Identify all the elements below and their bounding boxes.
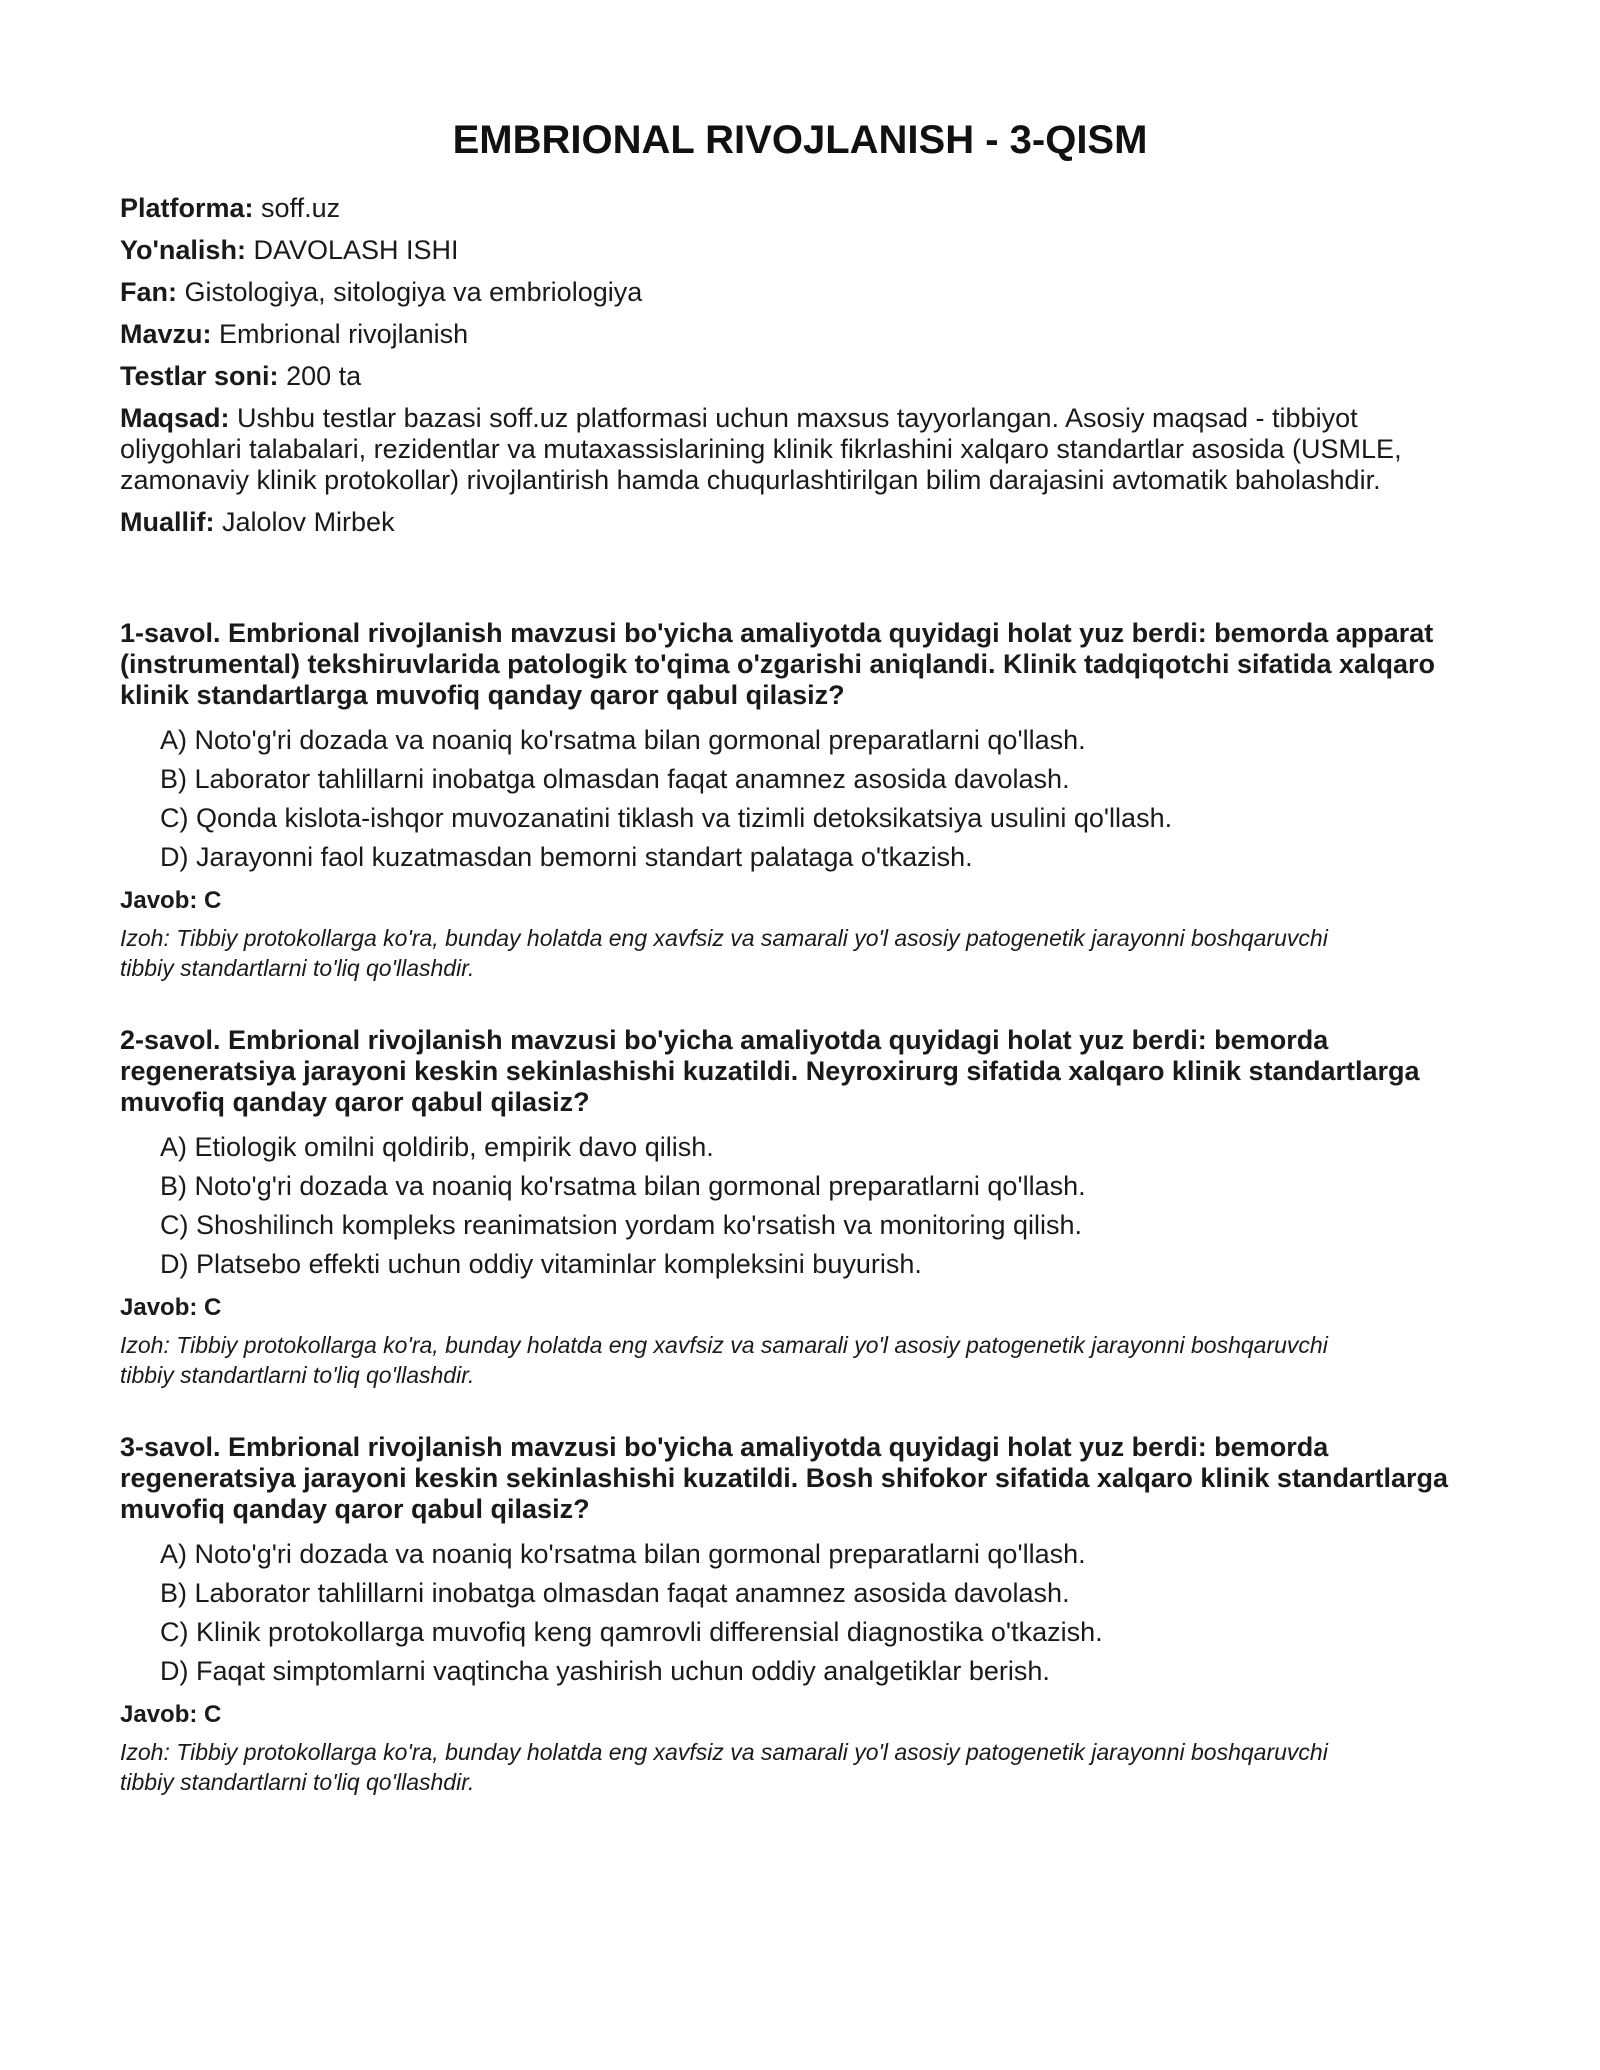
meta-topic: [120, 319, 1480, 350]
question-text: 3-savol. Embrional rivojlanish mavzusi bo'yicha amaliyotda quyidagi holat yuz berdi: bemorda regeneratsiya jarayoni keskin sekinlashishi kuzatildi. Bosh shifokor sifatida xalqaro klinik standartlarga muvofiq qanday qaror qabul qilasiz?: [120, 1432, 1448, 1524]
meta-label: Mavzu:: [120, 319, 212, 349]
option-b: B) Noto'g'ri dozada va noaniq ko'rsatma bilan gormonal preparatlarni qo'llash.: [160, 1171, 1086, 1201]
option-c: C) Shoshilinch kompleks reanimatsion yordam ko'rsatish va monitoring qilish.: [160, 1210, 1083, 1240]
meta-platform: [120, 193, 1480, 224]
meta-value: soff.uz: [261, 193, 341, 223]
meta-label: Yo'nalish:: [120, 235, 246, 265]
meta-value: Jalolov Mirbek: [222, 507, 395, 537]
option-a: A) Etiologik omilni qoldirib, empirik davo qilish.: [160, 1132, 714, 1162]
meta-test-count: [120, 361, 1480, 392]
meta-value: Gistologiya, sitologiya va embriologiya: [184, 277, 643, 307]
meta-direction: [120, 235, 1480, 266]
option-a: A) Noto'g'ri dozada va noaniq ko'rsatma bilan gormonal preparatlarni qo'llash.: [160, 1539, 1086, 1569]
question-3: [120, 1432, 1480, 1797]
answer-label: Javob: C: [120, 887, 222, 914]
meta-label: Fan:: [120, 277, 177, 307]
meta-subject: [120, 277, 1480, 308]
meta-label: Maqsad:: [120, 403, 230, 433]
option-d: D) Faqat simptomlarni vaqtincha yashirish uchun oddiy analgetiklar berish.: [160, 1656, 1050, 1686]
question-1: [120, 618, 1480, 983]
option-a: A) Noto'g'ri dozada va noaniq ko'rsatma bilan gormonal preparatlarni qo'llash.: [160, 725, 1086, 755]
document-page: [120, 118, 1480, 1839]
question-list: [120, 618, 1480, 1797]
question-text: 2-savol. Embrional rivojlanish mavzusi bo'yicha amaliyotda quyidagi holat yuz berdi: bemorda regeneratsiya jarayoni keskin sekinlashishi kuzatildi. Neyroxirurg sifatida xalqaro klinik standartlarga muvofiq qanday qaror qabul qilasiz?: [120, 1025, 1420, 1117]
meta-label: Platforma:: [120, 193, 254, 223]
meta-label: Muallif:: [120, 507, 215, 537]
option-list: [160, 725, 1480, 873]
meta-label: Testlar soni:: [120, 361, 279, 391]
answer-label: Javob: C: [120, 1701, 222, 1728]
answer-label: Javob: C: [120, 1294, 222, 1321]
option-c: C) Klinik protokollarga muvofiq keng qamrovli differensial diagnostika o'tkazish.: [160, 1617, 1103, 1647]
option-list: [160, 1132, 1480, 1280]
option-list: [160, 1539, 1480, 1687]
meta-value: Ushbu testlar bazasi soff.uz platformasi uchun maxsus tayyorlangan. Asosiy maqsad - tibbiyot oliygohlari talabalari, rezidentlar va mutaxassislarining klinik fikrlashini xalqaro standartlar asosida (USMLE, zamonaviy klinik protokollar) rivojlantirish hamda chuqurlashtirilgan bilim darajasini avtomatik baholashdir.: [120, 403, 1402, 495]
option-d: D) Jarayonni faol kuzatmasdan bemorni standart palataga o'tkazish.: [160, 842, 973, 872]
explanation-note: Izoh: Tibbiy protokollarga ko'ra, bunday holatda eng xavfsiz va samarali yo'l asosiy patogenetik jarayonni boshqaruvchi tibbiy standartlarni to'liq qo'llashdir.: [120, 1739, 1328, 1795]
meta-value: DAVOLASH ISHI: [253, 235, 459, 265]
option-b: B) Laborator tahlillarni inobatga olmasdan faqat anamnez asosida davolash.: [160, 764, 1070, 794]
question-text: 1-savol. Embrional rivojlanish mavzusi bo'yicha amaliyotda quyidagi holat yuz berdi: bemorda apparat (instrumental) tekshiruvlarida patologik to'qima o'zgarishi aniqlandi. Klinik tadqiqotchi sifatida xalqaro klinik standartlarga muvofiq qanday qaror qabul qilasiz?: [120, 618, 1436, 710]
explanation-note: Izoh: Tibbiy protokollarga ko'ra, bunday holatda eng xavfsiz va samarali yo'l asosiy patogenetik jarayonni boshqaruvchi tibbiy standartlarni to'liq qo'llashdir.: [120, 1332, 1328, 1388]
meta-author: [120, 507, 1480, 538]
option-b: B) Laborator tahlillarni inobatga olmasdan faqat anamnez asosida davolash.: [160, 1578, 1070, 1608]
question-2: [120, 1025, 1480, 1390]
meta-purpose: [120, 403, 1480, 496]
document-meta: [120, 193, 1480, 538]
meta-value: Embrional rivojlanish: [219, 319, 469, 349]
option-c: C) Qonda kislota-ishqor muvozanatini tiklash va tizimli detoksikatsiya usulini qo'llash.: [160, 803, 1173, 833]
meta-value: 200 ta: [286, 361, 362, 391]
option-d: D) Platsebo effekti uchun oddiy vitaminlar kompleksini buyurish.: [160, 1249, 922, 1279]
explanation-note: Izoh: Tibbiy protokollarga ko'ra, bunday holatda eng xavfsiz va samarali yo'l asosiy patogenetik jarayonni boshqaruvchi tibbiy standartlarni to'liq qo'llashdir.: [120, 925, 1328, 981]
document-title: EMBRIONAL RIVOJLANISH - 3-QISM: [452, 118, 1148, 162]
